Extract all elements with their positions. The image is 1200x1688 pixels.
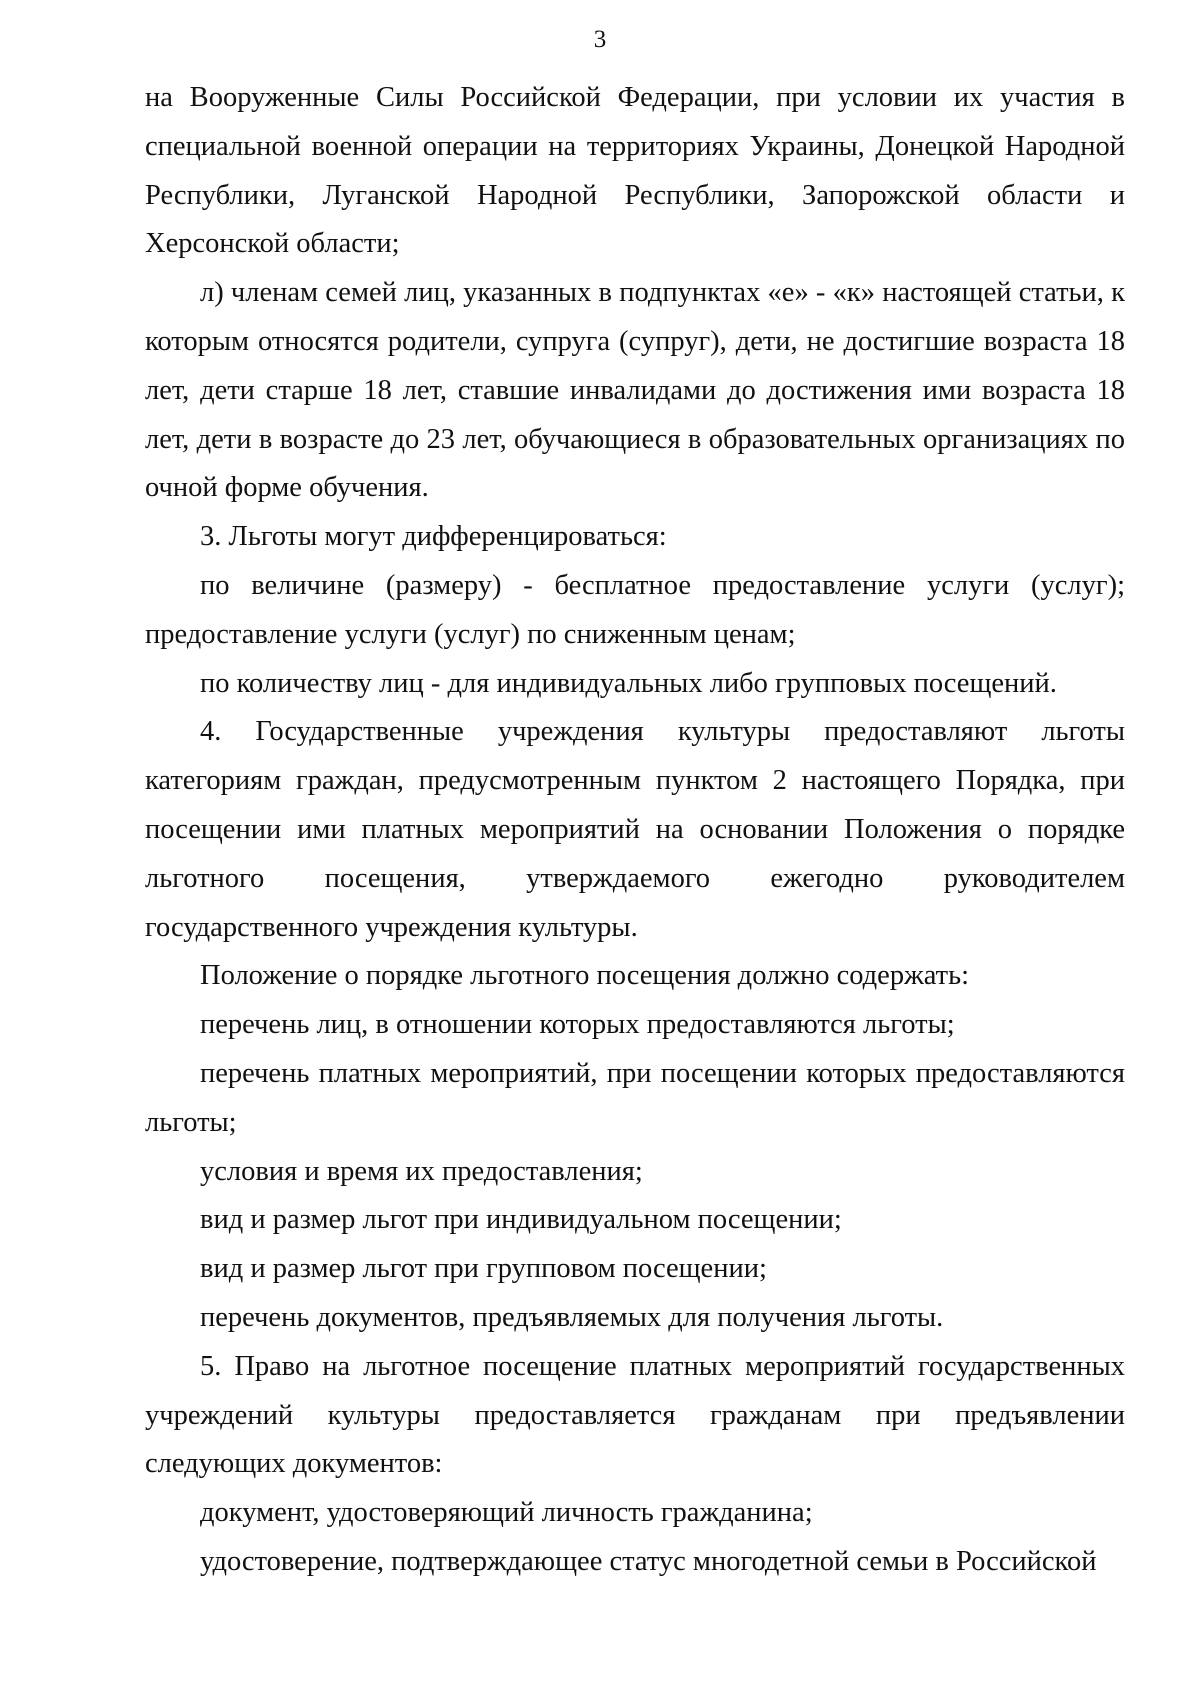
paragraph: Положение о порядке льготного посещения должно содержать: <box>200 960 970 992</box>
paragraph: условия и время их предоставления; <box>200 1155 643 1187</box>
paragraph: удостоверение, подтверждающее статус многодетной семьи в Российской <box>200 1545 1097 1577</box>
paragraph: перечень лиц, в отношении которых предоставляются льготы; <box>200 1009 955 1041</box>
paragraph: л) членам семей лиц, указанных в подпунктах «е» - «к» настоящей статьи, к которым относятся родители, супруга (супруг), дети, не достигшие возраста 18 лет, дети старше 18 лет, ставшие инвалидами до достижения ими возраста 18 лет, дети в возрасте до 23 лет, обучающиеся в образовательных организациях по очной форме обучения. <box>145 277 1125 504</box>
paragraph: по количеству лиц - для индивидуальных либо групповых посещений. <box>200 667 1057 699</box>
paragraph: 4. Государственные учреждения культуры предоставляют льготы категориям граждан, предусмотренным пунктом 2 настоящего Порядка, при посещении ими платных мероприятий на основании Положения о порядке льготного посещения, утверждаемого ежегодно руководителем государственного учреждения культуры. <box>145 716 1125 943</box>
paragraph: вид и размер льгот при групповом посещении; <box>200 1253 767 1285</box>
paragraph: перечень платных мероприятий, при посещении которых предоставляются льготы; <box>145 1057 1125 1138</box>
paragraph: документ, удостоверяющий личность гражданина; <box>200 1497 813 1529</box>
document-body <box>145 74 1125 1587</box>
paragraph: 5. Право на льготное посещение платных мероприятий государственных учреждений культуры предоставляется гражданам при предъявлении следующих документов: <box>145 1350 1125 1480</box>
paragraph: 3. Льготы могут дифференцироваться: <box>200 521 667 553</box>
paragraph: вид и размер льгот при индивидуальном посещении; <box>200 1204 842 1236</box>
paragraph: перечень документов, предъявляемых для получения льготы. <box>200 1301 944 1333</box>
page-number: 3 <box>593 26 607 53</box>
paragraph: на Вооруженные Силы Российской Федерации, при условии их участия в специальной военной операции на территориях Украины, Донецкой Народной Республики, Луганской Народной Республики, Запорожской области и Херсонской области; <box>145 82 1125 260</box>
paragraph: по величине (размеру) - бесплатное предоставление услуги (услуг); предоставление услуги (услуг) по сниженным ценам; <box>145 569 1125 650</box>
